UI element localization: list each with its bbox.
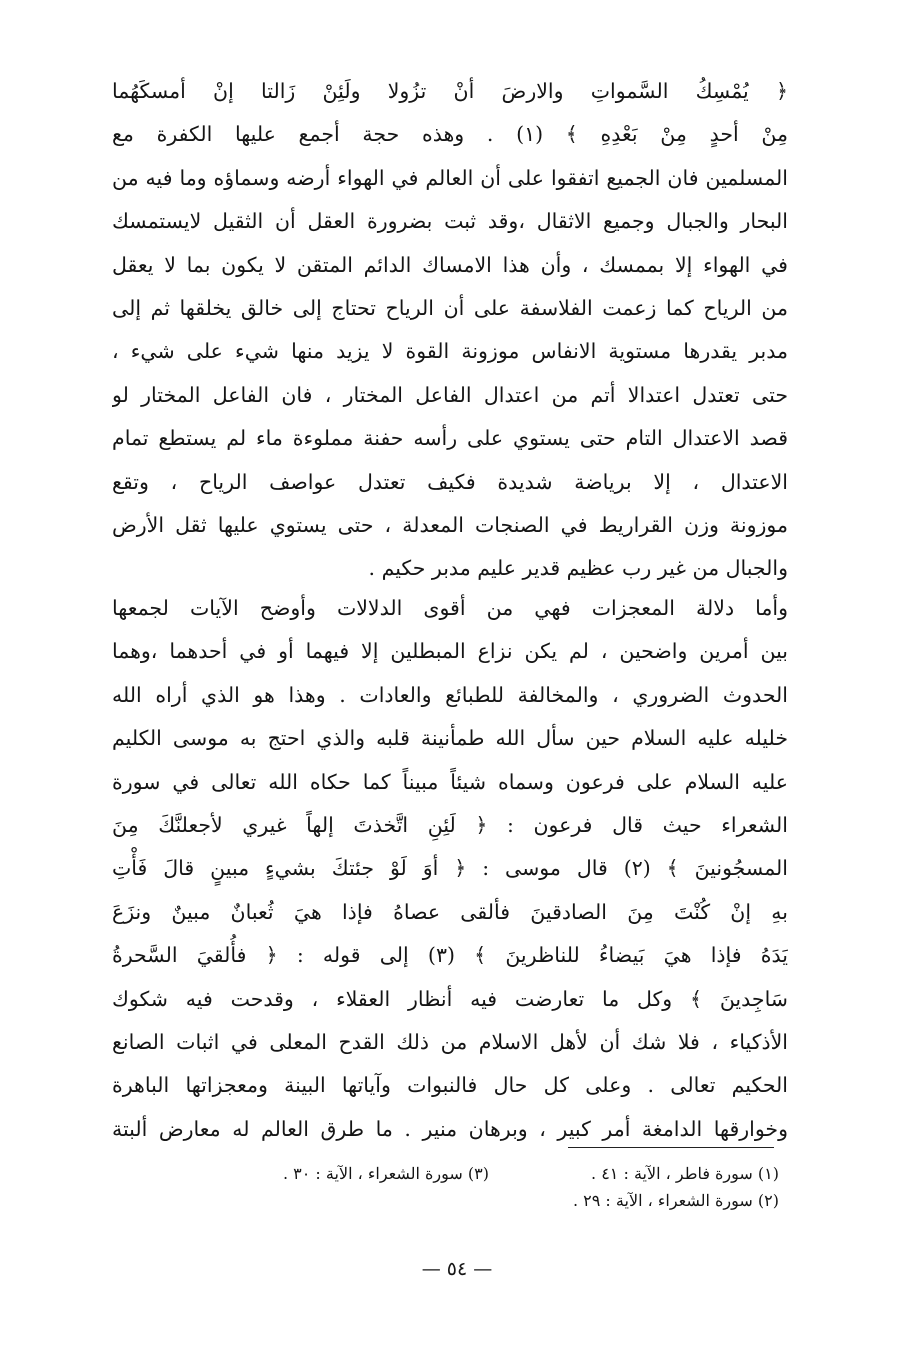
footnotes: [119, 1160, 779, 1214]
text-line: عليه السلام على فرعون وسماه شيئاً مبيناً كما حكاه الله تعالى في سورة: [112, 769, 788, 794]
text-line: الشعراء حيث قال فرعون : ﴿ لَئِنِ اتَّخذتَ إلهاً غيري لأجعلنَّكَ مِنَ: [112, 812, 788, 837]
text-line: حتى تعتدل اعتدالا أتم من اعتدال الفاعل المختار ، فان الفاعل المختار لو: [112, 382, 788, 407]
text-line: الأذكياء ، فلا شك أن لأهل الاسلام من ذلك القدح المعلى في اثبات الصانع: [112, 1029, 788, 1054]
text-line: سَاجِدينَ ﴾ وكل ما تعارضت فيه أنظار العقلاء ، وقدحت فيه شكوك: [112, 986, 788, 1011]
text-line: يَدَهُ فإذا هيَ بَيضاءُ للناظرينَ ﴾ (٣) إلى قوله : ﴿ فأُلقيَ السَّحرةُ: [112, 943, 788, 968]
text-line: خليله عليه السلام حين سأل الله طمأنينة قلبه والذي احتج به موسى الكليم: [112, 726, 788, 751]
text-line: مدبر يقدرها مستوية الانفاس موزونة القوة لا يزيد منها شيء على شيء ،: [112, 339, 788, 364]
footnote-3: (٣) سورة الشعراء ، الآية : ٣٠ .: [282, 1164, 489, 1183]
text-line: قصد الاعتدال التام حتى يستوي على رأسه حفنة مملوءة ماء لم يستطع تمام: [112, 426, 788, 451]
page-number: — ٥٤ —: [421, 1258, 493, 1280]
paragraph-1: [112, 70, 788, 591]
text-line: المسجُونينَ ﴾ (٢) قال موسى : ﴿ أوَ لَوْ جئتكَ بشيءٍ مبينٍ قالَ فَأْتِ: [112, 856, 788, 881]
text-line: بهِ إنْ كُنْتَ مِنَ الصادقينَ فألقى عصاهُ فإذا هيَ ثُعبانٌ مبينٌ ونزَعَ: [112, 899, 788, 924]
text-line: موزونة وزن القراريط في الصنجات المعدلة ، حتى يستوي عليها ثقل الأرض: [112, 512, 788, 537]
text-line: في الهواء إلا بممسك ، وأن هذا الامساك الدائم المتقن لا يكون بما لا يعقل: [112, 252, 788, 277]
text-line: من الرياح كما زعمت الفلاسفة على أن الرياح تحتاج إلى خالق يخلقها ثم إلى: [112, 295, 788, 320]
text-line: البحار والجبال وجميع الاثقال ،وقد ثبت بضرورة العقل أن الثقيل لايستمسك: [112, 209, 788, 234]
text-line: الاعتدال ، إلا برياضة شديدة فكيف تعتدل عواصف الرياح ، وتقع: [112, 469, 788, 494]
text-line: والجبال من غير رب عظيم قدير عليم مدبر حكيم .: [368, 556, 788, 581]
text-line: الحدوث الضروري ، والمخالفة للطبائع والعادات . وهذا هو الذي أراه الله: [112, 682, 788, 707]
text-line: مِنْ أحدٍ مِنْ بَعْدِهِ ﴾ (١) . وهذه حجة أجمع عليها الكفرة مع: [112, 122, 788, 147]
text-line: وأما دلالة المعجزات فهي من أقوى الدلالات وأوضح الآيات لجمعها: [112, 596, 788, 620]
footnote-row: [119, 1187, 779, 1214]
paragraph-2: [112, 587, 788, 1151]
footnote-row: [119, 1160, 779, 1187]
footnote-2: (٢) سورة الشعراء ، الآية : ٢٩ .: [572, 1191, 779, 1210]
text-line: ﴿ يُمْسِكُ السَّمواتِ والارضَ أنْ تزُولا ولَئِنْ زَالتا إنْ أمسكَهُما: [112, 79, 788, 103]
footnote-1: (١) سورة فاطر ، الآية : ٤١ .: [591, 1164, 779, 1183]
text-line: المسلمين فان الجميع اتفقوا على أن العالم في الهواء أرضه وسماؤه وما فيه من: [112, 165, 788, 190]
footnote-separator: [568, 1147, 774, 1148]
text-line: الحكيم تعالى . وعلى كل حال فالنبوات وآياتها البينة ومعجزاتها الباهرة: [112, 1073, 788, 1098]
text-line: بين أمرين واضحين ، لم يكن نزاع المبطلين إلا فيهما أو في أحدهما ،وهما: [112, 639, 788, 664]
text-line: وخوارقها الدامغة أمر كبير ، وبرهان منير . ما طرق العالم له معارض ألبتة: [112, 1116, 788, 1141]
